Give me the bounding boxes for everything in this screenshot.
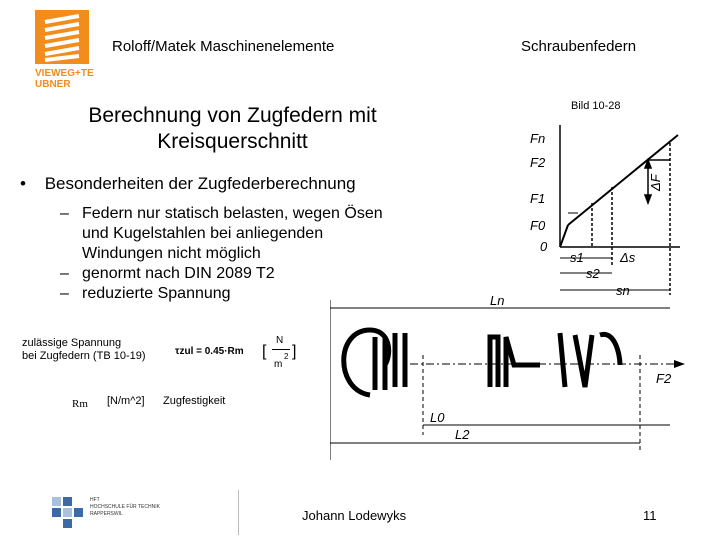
bullet-text: Besonderheiten der Zugfederberechnung [44, 174, 356, 193]
subitem-text: genormt nach DIN 2089 T2 [82, 265, 275, 282]
formula-symbol: Rm [72, 398, 88, 410]
force-label: F2 [656, 371, 672, 386]
y-label-f0: F0 [530, 218, 546, 233]
dash: – [60, 265, 69, 282]
length-l2: L2 [455, 427, 470, 442]
bullet-dot: • [20, 174, 26, 193]
formula-label [22, 337, 146, 363]
delta-f-label: ΔF [648, 174, 663, 191]
y-label-f1: F1 [530, 191, 546, 206]
institution-line3: RAPPERSWIL [90, 511, 123, 517]
footer-divider [238, 490, 239, 535]
x-label-s2: s2 [586, 266, 600, 281]
publisher-logo [35, 10, 95, 96]
unit-numerator: N [276, 335, 284, 346]
page-number: 11 [643, 508, 657, 523]
formula-label-line1: zulässige Spannung [22, 337, 122, 349]
x-label-sn: sn [616, 283, 630, 298]
spring-diagram [330, 125, 690, 460]
y-label-zero: 0 [540, 239, 548, 254]
subitem-text: reduzierte Spannung [82, 285, 231, 302]
dash: – [60, 205, 69, 222]
slide-title-line2: Kreisquerschnitt [157, 130, 308, 153]
subitem-text: und Kugelstahlen bei anliegenden [82, 225, 324, 242]
course-header: Roloff/Matek Maschinenelemente [112, 38, 335, 55]
institution-line2: HOCHSCHULE FÜR TECHNIK [90, 504, 160, 510]
y-label-f2: F2 [530, 155, 546, 170]
length-l0: L0 [430, 410, 445, 425]
subitem-text: Federn nur statisch belasten, wegen Ösen [82, 205, 383, 222]
formula-symbol-desc: Zugfestigkeit [163, 395, 226, 407]
dash: – [60, 285, 69, 302]
spring-drawing [344, 330, 620, 395]
institution-line1: HFT [90, 497, 100, 503]
formula-unit: [ N m 2 ] [262, 335, 297, 370]
slide-title-line1: Berechnung von Zugfedern mit [88, 104, 377, 127]
unit-denominator: m [274, 359, 283, 370]
topic-header: Schraubenfedern [521, 38, 637, 55]
institution-logo [50, 495, 190, 531]
formula-expression: τzul = 0.45·Rm [175, 346, 244, 357]
publisher-logo-text: VIEWEG+TEUBNER [35, 68, 94, 90]
y-label-fn: Fn [530, 131, 546, 146]
formula-label-line2: bei Zugfedern (TB 10-19) [22, 350, 146, 362]
length-ln: Ln [490, 293, 505, 308]
x-label-delta-s: Δs [620, 250, 636, 265]
subitem-text: Windungen nicht möglich [82, 245, 261, 262]
x-label-s1: s1 [570, 250, 584, 265]
unit-exponent: 2 [284, 352, 289, 361]
formula-symbol-unit: [N/m^2] [107, 395, 145, 407]
figure-reference: Bild 10-28 [571, 100, 621, 112]
footer-author: Johann Lodewyks [302, 508, 407, 523]
